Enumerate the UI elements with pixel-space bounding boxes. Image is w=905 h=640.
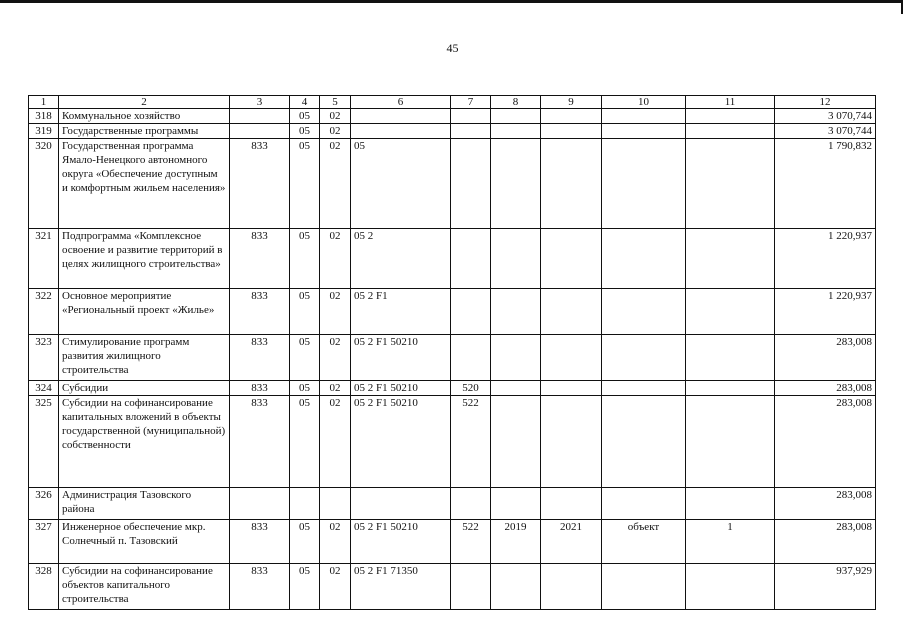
table-cell	[541, 124, 602, 139]
table-cell	[351, 109, 451, 124]
row-name-cell: Основное мероприятие «Региональный проект «Жилье»	[59, 289, 230, 335]
table-cell	[602, 139, 686, 229]
table-cell: 05 2 F1 50210	[351, 381, 451, 396]
table-cell	[541, 229, 602, 289]
table-cell	[451, 139, 491, 229]
table-cell	[491, 109, 541, 124]
table-cell	[451, 488, 491, 520]
header-cell: 11	[686, 96, 775, 109]
table-cell: 02	[320, 520, 351, 564]
table-cell: 05 2 F1 71350	[351, 564, 451, 610]
table-row	[29, 520, 876, 564]
table-cell: 3 070,744	[775, 124, 876, 139]
table-cell: 05	[290, 289, 320, 335]
table-cell: 02	[320, 124, 351, 139]
table-cell: 833	[230, 139, 290, 229]
header-cell: 10	[602, 96, 686, 109]
table-cell	[602, 396, 686, 488]
table-cell	[320, 488, 351, 520]
table-header-row	[29, 96, 876, 109]
table-cell	[230, 109, 290, 124]
table-cell	[541, 488, 602, 520]
budget-table	[28, 95, 876, 610]
header-cell: 3	[230, 96, 290, 109]
table-cell: 327	[29, 520, 59, 564]
table-cell	[491, 335, 541, 381]
table-cell: 324	[29, 381, 59, 396]
table-cell: 326	[29, 488, 59, 520]
row-name-cell: Государственная программа Ямало-Ненецкого автономного округа «Обеспечение доступным и комфортным жильем населения»	[59, 139, 230, 229]
table-cell	[541, 396, 602, 488]
header-cell: 5	[320, 96, 351, 109]
table-cell: 05	[351, 139, 451, 229]
table-cell: 02	[320, 335, 351, 381]
table-cell: 02	[320, 109, 351, 124]
table-cell	[686, 139, 775, 229]
table-cell: 2019	[491, 520, 541, 564]
row-name-cell: Субсидии	[59, 381, 230, 396]
table-cell	[686, 335, 775, 381]
table-cell	[451, 335, 491, 381]
table-cell: 323	[29, 335, 59, 381]
row-name-cell: Стимулирование программ развития жилищного строительства	[59, 335, 230, 381]
table-cell	[491, 124, 541, 139]
table-row	[29, 124, 876, 139]
table-cell	[451, 124, 491, 139]
table-cell: 522	[451, 520, 491, 564]
table-cell	[686, 564, 775, 610]
header-cell: 7	[451, 96, 491, 109]
table-cell	[491, 396, 541, 488]
table-cell	[686, 109, 775, 124]
table-cell	[491, 229, 541, 289]
table-cell	[290, 488, 320, 520]
table-row	[29, 335, 876, 381]
table-row	[29, 488, 876, 520]
table-cell: 05	[290, 396, 320, 488]
table-cell: 05	[290, 520, 320, 564]
table-cell: 05	[290, 109, 320, 124]
table-cell: 05	[290, 139, 320, 229]
row-name-cell: Государственные программы	[59, 124, 230, 139]
table-cell: 1 220,937	[775, 229, 876, 289]
row-name-cell: Администрация Тазовского района	[59, 488, 230, 520]
table-cell: 05	[290, 335, 320, 381]
table-cell	[491, 139, 541, 229]
table-cell	[686, 488, 775, 520]
header-cell: 1	[29, 96, 59, 109]
table-cell: 522	[451, 396, 491, 488]
table-cell: 1 220,937	[775, 289, 876, 335]
table-cell	[541, 139, 602, 229]
table-cell	[602, 335, 686, 381]
table-cell	[451, 229, 491, 289]
table-cell	[686, 396, 775, 488]
table-cell	[602, 381, 686, 396]
table-cell: 02	[320, 564, 351, 610]
table-cell: 3 070,744	[775, 109, 876, 124]
table-cell	[686, 229, 775, 289]
table-cell: 283,008	[775, 396, 876, 488]
table-row	[29, 564, 876, 610]
table-cell	[602, 488, 686, 520]
table-cell	[491, 488, 541, 520]
table-cell: 02	[320, 289, 351, 335]
row-name-cell: Субсидии на софинансирование капитальных вложений в объекты государственной (муниципальной) собственности	[59, 396, 230, 488]
table-cell: 05 2 F1 50210	[351, 335, 451, 381]
table-cell: 02	[320, 381, 351, 396]
table-cell: 833	[230, 229, 290, 289]
table-cell: 05 2 F1 50210	[351, 520, 451, 564]
table-row	[29, 289, 876, 335]
table-cell	[686, 381, 775, 396]
table-row	[29, 109, 876, 124]
table-cell	[541, 109, 602, 124]
table-cell: 05 2 F1	[351, 289, 451, 335]
table-cell: 833	[230, 335, 290, 381]
table-cell: 937,929	[775, 564, 876, 610]
table-cell: 05 2 F1 50210	[351, 396, 451, 488]
table-cell: 02	[320, 229, 351, 289]
table-cell: 05	[290, 381, 320, 396]
table-cell	[491, 564, 541, 610]
table-cell	[451, 289, 491, 335]
row-name-cell: Инженерное обеспечение мкр. Солнечный п. Тазовский	[59, 520, 230, 564]
header-cell: 6	[351, 96, 451, 109]
table-cell	[451, 109, 491, 124]
table-cell	[451, 564, 491, 610]
table-cell: 833	[230, 381, 290, 396]
table-cell	[351, 124, 451, 139]
table-cell: 1 790,832	[775, 139, 876, 229]
row-name-cell: Субсидии на софинансирование объектов капитального строительства	[59, 564, 230, 610]
header-cell: 2	[59, 96, 230, 109]
table-cell	[541, 381, 602, 396]
table-cell: 328	[29, 564, 59, 610]
table-cell: 02	[320, 139, 351, 229]
table-cell	[351, 488, 451, 520]
table-cell	[491, 381, 541, 396]
table-cell: 520	[451, 381, 491, 396]
table-row	[29, 396, 876, 488]
table-cell	[541, 289, 602, 335]
table-cell: 833	[230, 564, 290, 610]
table-cell	[686, 124, 775, 139]
table-cell: 05	[290, 564, 320, 610]
table-row	[29, 229, 876, 289]
table-cell: 319	[29, 124, 59, 139]
table-cell: объект	[602, 520, 686, 564]
table-row	[29, 139, 876, 229]
table-cell: 283,008	[775, 381, 876, 396]
table-cell	[230, 124, 290, 139]
header-cell: 9	[541, 96, 602, 109]
table-cell: 1	[686, 520, 775, 564]
table-cell: 833	[230, 396, 290, 488]
table-cell: 283,008	[775, 488, 876, 520]
table-cell: 318	[29, 109, 59, 124]
table-cell	[230, 488, 290, 520]
header-cell: 4	[290, 96, 320, 109]
table-cell	[541, 335, 602, 381]
table-cell: 05	[290, 124, 320, 139]
table-cell	[602, 109, 686, 124]
table-cell: 02	[320, 396, 351, 488]
table-cell: 322	[29, 289, 59, 335]
table-cell: 320	[29, 139, 59, 229]
table-cell	[602, 229, 686, 289]
row-name-cell: Подпрограмма «Комплексное освоение и развитие территорий в целях жилищного строительства»	[59, 229, 230, 289]
page-number: 45	[446, 41, 459, 55]
corner-mark	[901, 0, 903, 14]
table-cell: 325	[29, 396, 59, 488]
table-cell	[686, 289, 775, 335]
table-cell: 2021	[541, 520, 602, 564]
top-border-line	[0, 0, 903, 3]
table-cell	[602, 289, 686, 335]
table-cell: 833	[230, 520, 290, 564]
table-cell	[491, 289, 541, 335]
table-cell	[602, 564, 686, 610]
row-name-cell: Коммунальное хозяйство	[59, 109, 230, 124]
table-cell: 833	[230, 289, 290, 335]
table-row	[29, 381, 876, 396]
table-cell: 283,008	[775, 335, 876, 381]
table-cell: 321	[29, 229, 59, 289]
table-cell	[602, 124, 686, 139]
table-cell: 05	[290, 229, 320, 289]
table-cell	[541, 564, 602, 610]
table-cell: 283,008	[775, 520, 876, 564]
header-cell: 12	[775, 96, 876, 109]
table-cell: 05 2	[351, 229, 451, 289]
header-cell: 8	[491, 96, 541, 109]
